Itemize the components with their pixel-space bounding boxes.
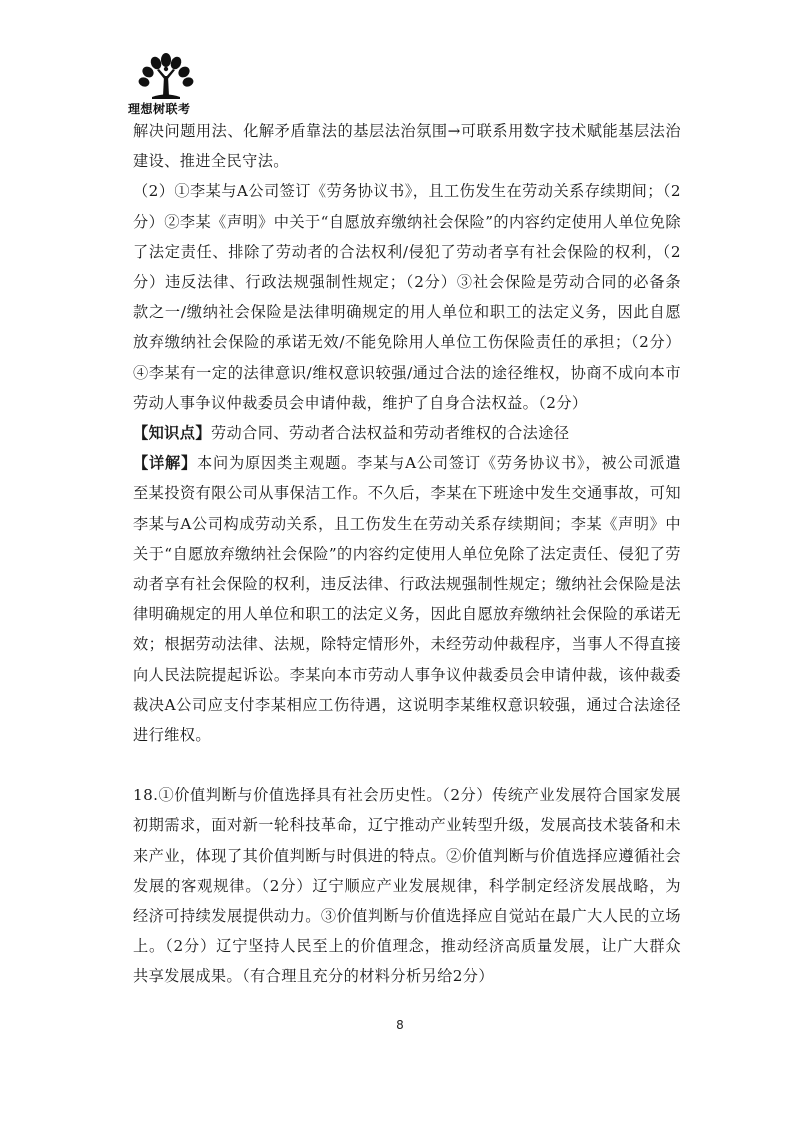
knowledge-text: 劳动合同、劳动者合法权益和劳动者维权的合法途径 [210,424,570,443]
logo-text: 理想树联考 [128,102,191,116]
detail-label: 【详解】 [133,454,198,473]
tree-logo-icon [138,52,194,100]
paragraph-question-18: 18.①价值判断与价值选择具有社会历史性。（2分）传统产业发展符合国家发展初期需求，面对新一轮科技革命，辽宁推动产业转型升级，发展高技术装备和未来产业，体现了其价值判断与时俱进的特点。②价值判断与价值选择应遵循社会发展的客观规律。（2分）辽宁顺应产业发展规律，科学制定经济发展战略，为经济可持续发展提供动力。③价值判断与价值选择应自觉站在最广大人民的立场上。（2分）辽宁坚持人民至上的价值理念，推动经济高质量发展，让广大群众共享发展成果。（有合理且充分的材料分析另给2分） [133,786,681,986]
document-body [133,116,681,992]
page-number: 8 [396,1018,404,1032]
paragraph-gap [133,750,681,780]
knowledge-label: 【知识点】 [133,424,211,443]
detail-text: 本问为原因类主观题。李某与A公司签订《劳务协议书》，被公司派遣至某投资有限公司从事保洁工作。不久后，李某在下班途中发生交通事故，可知李某与A公司构成劳动关系，且工伤发生在劳动关系存续期间；李某《声明》中关于“自愿放弃缴纳社会保险”的内容约定使用人单位免除了法定责任、侵犯了劳动者享有社会保险的权利，违反法律、行政法规强制性规定；缴纳社会保险是法律明确规定的用人单位和职工的法定义务，因此自愿放弃缴纳社会保险的承诺无效；根据劳动法律、法规，除特定情形外，未经劳动仲裁程序，当事人不得直接向人民法院提起诉讼。李某向本市劳动人事争议仲裁委员会申请仲裁，该仲裁委裁决A公司应支付李某相应工伤待遇，这说明李某维权意识较强，通过合法途径进行维权。 [133,454,681,745]
paragraph-detail [133,448,681,750]
paragraph-knowledge-point [133,418,681,448]
paragraph-intro: 解决问题用法、化解矛盾靠法的基层法治氛围→可联系用数字技术赋能基层法治建设、推进全民守法。 [133,122,681,171]
logo [128,52,204,118]
paragraph-answer-2: （2）①李某与A公司签订《劳务协议书》，且工伤发生在劳动关系存续期间；（2分）②李某《声明》中关于“自愿放弃缴纳社会保险”的内容约定使用人单位免除了法定责任、排除了劳动者的合法权利/侵犯了劳动者享有社会保险的权利，（2分）违反法律、行政法规强制性规定；（2分）③社会保险是劳动合同的必备条款之一/缴纳社会保险是法律明确规定的用人单位和职工的法定义务，因此自愿放弃缴纳社会保险的承诺无效/不能免除用人单位工伤保险责任的承担；（2分）④李某有一定的法律意识/维权意识较强/通过合法的途径维权，协商不成向本市劳动人事争议仲裁委员会申请仲裁，维护了自身合法权益。（2分） [133,182,681,412]
